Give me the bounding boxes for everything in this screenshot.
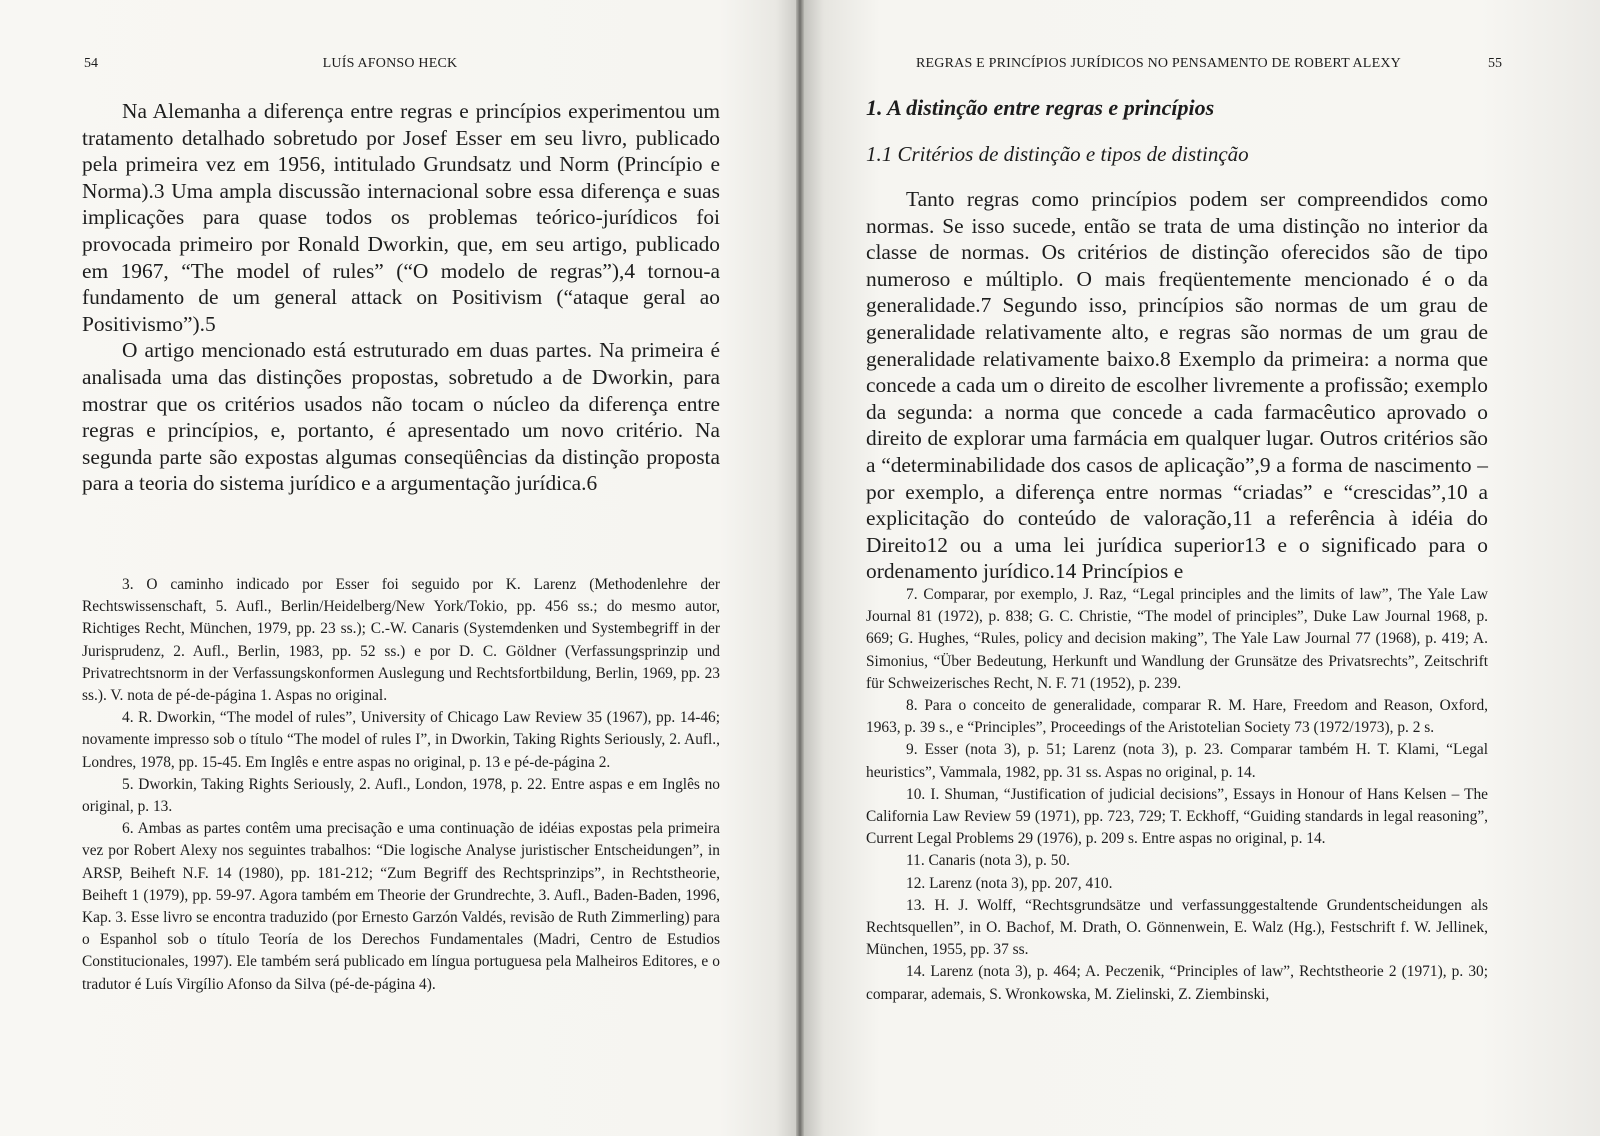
right-page — [800, 0, 1600, 1136]
book-gutter — [796, 0, 804, 1136]
footnote: 9. Esser (nota 3), p. 51; Larenz (nota 3), p. 23. Comparar também H. T. Klami, “Legal heuristics”, Vammala, 1982, pp. 31 ss. Aspas no original, p. 14. — [866, 741, 1488, 781]
section-heading: 1. A distinção entre regras e princípios — [866, 95, 1215, 120]
paragraph: Na Alemanha a diferença entre regras e princípios experimentou um tratamento detalhado sobretudo por Josef Esser em seu livro, publicado pela primeira vez em 1956, intitulado Grundsatz und Norm (Princípio e Norma).3 Uma ampla discussão internacional sobre essa diferença e suas implicações para quase todos os problemas teórico-jurídicos foi provocada primeiro por Ronald Dworkin, que, em seu artigo, publicado em 1967, “The model of rules” (“O modelo de regras”),4 tornou-a fundamento de um general attack on Positivism (“ataque geral ao Positivismo”).5 — [82, 99, 720, 336]
footnote: 3. O caminho indicado por Esser foi seguido por K. Larenz (Methodenlehre der Rechtswissenschaft, 5. Aufl., Berlin/Heidelberg/New York/Tokio, pp. 456 ss.; do mesmo autor, Richtiges Recht, München, 1979, pp. 23 ss.); C.-W. Canaris (Systemdenken und Systembegriff in der Jurisprudenz, 2. Aufl., Berlin, 1983, pp. 52 ss.) e por D. C. Göldner (Verfassungsprinzip und Privatrechtsnorm in der Verfassungskonformen Auslegung und Rechtsfortbildung, Berlin, 1969, pp. 23 ss.). V. nota de pé-de-página 1. Aspas no original. — [82, 576, 720, 705]
footnote: 13. H. J. Wolff, “Rechtsgrundsätze und verfassunggestaltende Grundentscheidungen als Rechtsquellen”, in O. Bachof, M. Drath, O. Gönnenwein, E. Walz (Hg.), Festschrift f. W. Jellinek, München, 1955, pp. 37 ss. — [866, 896, 1488, 959]
footnote: 8. Para o conceito de generalidade, comparar R. M. Hare, Freedom and Reason, Oxford, 1963, p. 39 s., e “Principles”, Proceedings of the Aristotelian Society 73 (1972/1973), p. 2 s. — [866, 697, 1488, 737]
footnote: 11. Canaris (nota 3), p. 50. — [906, 852, 1070, 870]
subsection-heading: 1.1 Critérios de distinção e tipos de distinção — [866, 142, 1249, 166]
footnotes — [866, 584, 1488, 1006]
footnotes — [82, 574, 720, 996]
footnote: 7. Comparar, por exemplo, J. Raz, “Legal principles and the limits of law”, The Yale Law Journal 81 (1972), p. 838; G. C. Christie, “The model of principles”, Duke Law Journal 1968, p. 669; G. Hughes, “Rules, policy and decision making”, The Yale Law Journal 77 (1968), p. 419; A. Simonius, “Über Bedeutung, Herkunft und Wandlung der Grunsätze des Privatsrechts”, Zeitschrift für Schweizerisches Recht, N. F. 71 (1952), p. 239. — [866, 586, 1488, 692]
footnote: 6. Ambas as partes contêm uma precisação e uma continuação de idéias expostas pela primeira vez por Robert Alexy nos seguintes trabalhos: “Die logische Analyse juristischer Entscheidungen”, in ARSP, Beiheft N.F. 14 (1980), pp. 181-212; “Zum Begriff des Rechtsprinzips”, in Rechtstheorie, Beiheft 1 (1979), pp. 59-97. Agora também em Theorie der Grundrechte, 3. Aufl., Baden-Baden, 1996, Kap. 3. Esse livro se encontra traduzido (por Ernesto Garzón Valdés, revisão de Ruth Zimmerling) para o Espanhol sob o título Teoría de los Derechos Fundamentales (Madri, Centro de Estudios Constitucionales, 1997). Ele também será publicado em língua portuguesa pela Malheiros Editores, e o tradutor é Luís Virgílio Afonso da Silva (pé-de-página 4). — [82, 820, 720, 993]
page-number: 55 — [1488, 56, 1502, 71]
running-head: LUÍS AFONSO HECK — [322, 56, 458, 71]
page-number: 54 — [84, 56, 98, 71]
body-text — [82, 98, 720, 497]
paragraph: Tanto regras como princípios podem ser compreendidos como normas. Se isso sucede, então se trata de uma distinção no interior da classe de normas. Os critérios de distinção oferecidos são de tipo numeroso e múltiplo. O mais freqüentemente mencionado é o da generalidade.7 Segundo isso, princípios são normas de um grau de generalidade relativamente alto, e regras são normas de um grau de generalidade relativamente baixo.8 Exemplo da primeira: a norma que concede a cada um o direito de escolher livremente a profissão; exemplo da segunda: a norma que concede a cada farmacêutico aprovado o direito de explorar uma farmácia em qualquer lugar. Outros critérios são a “determinabilidade dos casos de aplicação”,9 a forma de nascimento – por exemplo, a diferença entre normas “criadas” e “crescidas”,10 a explicitação do conteúdo de valoração,11 a referência à idéia do Direito12 ou a uma lei jurídica superior13 e o significado para o ordenamento jurídico.14 Princípios e — [866, 187, 1488, 584]
footnote: 10. I. Shuman, “Justification of judicial decisions”, Essays in Honour of Hans Kelsen – The California Law Review 59 (1971), pp. 723, 729; T. Eckhoff, “Guiding standards in legal reasoning”, Current Legal Problems 29 (1976), p. 209 s. Entre aspas no original, p. 14. — [866, 785, 1488, 848]
footnote: 14. Larenz (nota 3), p. 464; A. Peczenik, “Principles of law”, Rechtstheorie 2 (1971), p. 30; comparar, ademais, S. Wronkowska, M. Zielinski, Z. Ziembinski, — [866, 963, 1488, 1003]
body-text — [866, 186, 1488, 585]
paragraph: O artigo mencionado está estruturado em duas partes. Na primeira é analisada uma das distinções propostas, sobretudo a de Dworkin, para mostrar que os critérios usados não tocam o núcleo da diferença entre regras e princípios, e, portanto, é apresentado um novo critério. Na segunda parte são expostas algumas conseqüências da distinção proposta para a teoria do sistema jurídico e a argumentação jurídica.6 — [82, 338, 720, 496]
footnote: 5. Dworkin, Taking Rights Seriously, 2. Aufl., London, 1978, p. 22. Entre aspas e em Inglês no original, p. 13. — [82, 775, 720, 816]
running-head: REGRAS E PRINCÍPIOS JURÍDICOS NO PENSAMENTO DE ROBERT ALEXY — [916, 56, 1401, 71]
footnote: 12. Larenz (nota 3), pp. 207, 410. — [906, 874, 1113, 892]
footnote: 4. R. Dworkin, “The model of rules”, University of Chicago Law Review 35 (1967), pp. 14-46; novamente impresso sob o título “The model of rules I”, in Dworkin, Taking Rights Seriously, 2. Aufl., Londres, 1978, pp. 15-45. Em Inglês e entre aspas no original, p. 13 e pé-de-página 2. — [82, 709, 720, 771]
